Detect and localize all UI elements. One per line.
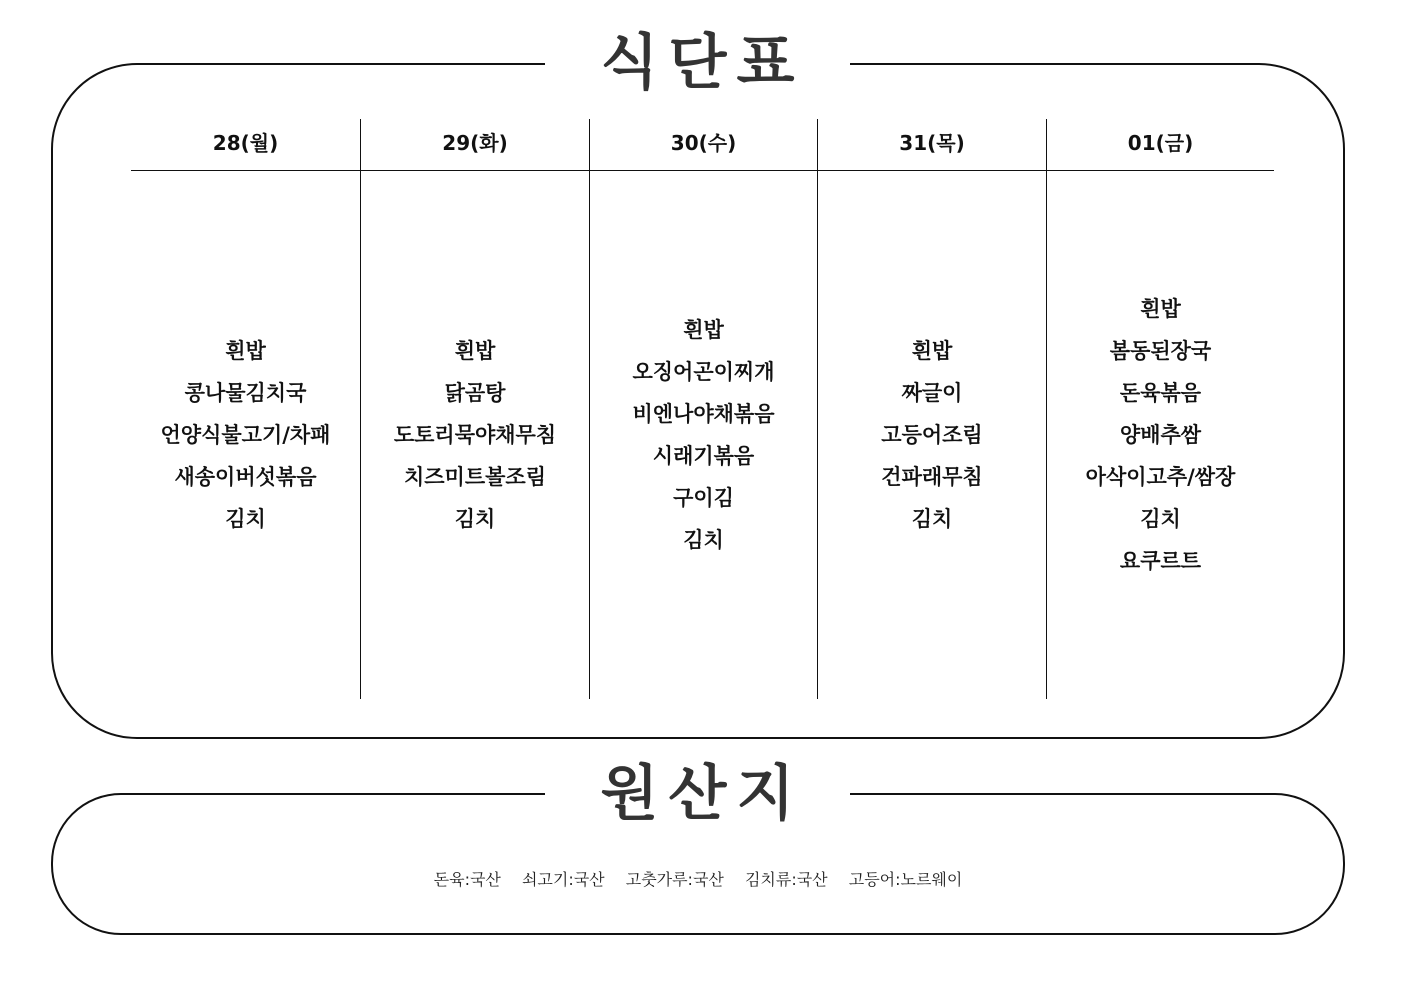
dish-item: 양배추쌈 <box>1119 423 1202 447</box>
dish-item: 닭곰탕 <box>444 381 506 405</box>
dish-item: 김치 <box>683 528 724 552</box>
day-header: 30(수) <box>670 131 737 155</box>
origin-item: 쇠고기:국산 <box>521 870 605 889</box>
origin-title: 원산지 <box>600 759 805 829</box>
menu-title: 식단표 <box>600 28 805 98</box>
dish-item: 봄동된장국 <box>1109 339 1212 363</box>
dish-item: 콩나물김치국 <box>184 381 307 405</box>
day-column-tue <box>360 119 589 699</box>
origin-title-block <box>545 759 850 829</box>
day-column-wed <box>589 119 817 699</box>
dish-item: 흰밥 <box>1140 297 1181 321</box>
dish-item: 요쿠르트 <box>1119 549 1202 573</box>
origin-list <box>51 867 1345 890</box>
dish-item: 김치 <box>911 507 953 531</box>
dish-item: 흰밥 <box>683 318 724 342</box>
day-header: 29(화) <box>442 131 508 155</box>
dish-list <box>131 171 360 699</box>
dish-list <box>361 171 589 699</box>
dish-item: 김치 <box>454 507 496 531</box>
menu-table <box>131 119 1274 699</box>
dish-item: 도토리묵야채무침 <box>393 423 557 447</box>
day-column-thu <box>817 119 1046 699</box>
dish-item: 구이김 <box>673 486 734 510</box>
menu-title-block <box>545 28 850 98</box>
dish-list <box>1047 171 1274 699</box>
day-header: 31(목) <box>899 131 965 155</box>
dish-item: 아삭이고추/쌈장 <box>1085 465 1236 489</box>
dish-item: 흰밥 <box>225 339 266 363</box>
origin-item: 고춧가루:국산 <box>625 870 724 889</box>
dish-item: 건파래무침 <box>881 465 983 489</box>
dish-item: 치즈미트볼조림 <box>403 465 546 489</box>
dish-item: 흰밥 <box>454 339 496 363</box>
dish-item: 돈육볶음 <box>1119 381 1202 405</box>
origin-item: 김치류:국산 <box>744 870 828 889</box>
dish-item: 언양식불고기/차패 <box>160 423 331 447</box>
dish-item: 김치 <box>225 507 266 531</box>
day-column-mon <box>131 119 360 699</box>
dish-item: 오징어곤이찌개 <box>632 360 775 384</box>
dish-item: 고등어조림 <box>881 423 983 447</box>
day-header: 28(월) <box>212 131 279 155</box>
origin-item: 돈육:국산 <box>433 870 501 889</box>
dish-item: 비엔나야채볶음 <box>632 402 775 426</box>
day-column-fri <box>1046 119 1274 699</box>
dish-item: 시래기볶음 <box>652 444 755 468</box>
dish-list <box>818 171 1046 699</box>
dish-item: 김치 <box>1140 507 1181 531</box>
dish-item: 새송이버섯볶음 <box>174 465 317 489</box>
dish-item: 짜글이 <box>901 381 963 405</box>
dish-item: 흰밥 <box>911 339 953 363</box>
origin-item: 고등어:노르웨이 <box>848 870 963 889</box>
dish-list <box>590 171 817 699</box>
day-header: 01(금) <box>1127 131 1194 155</box>
